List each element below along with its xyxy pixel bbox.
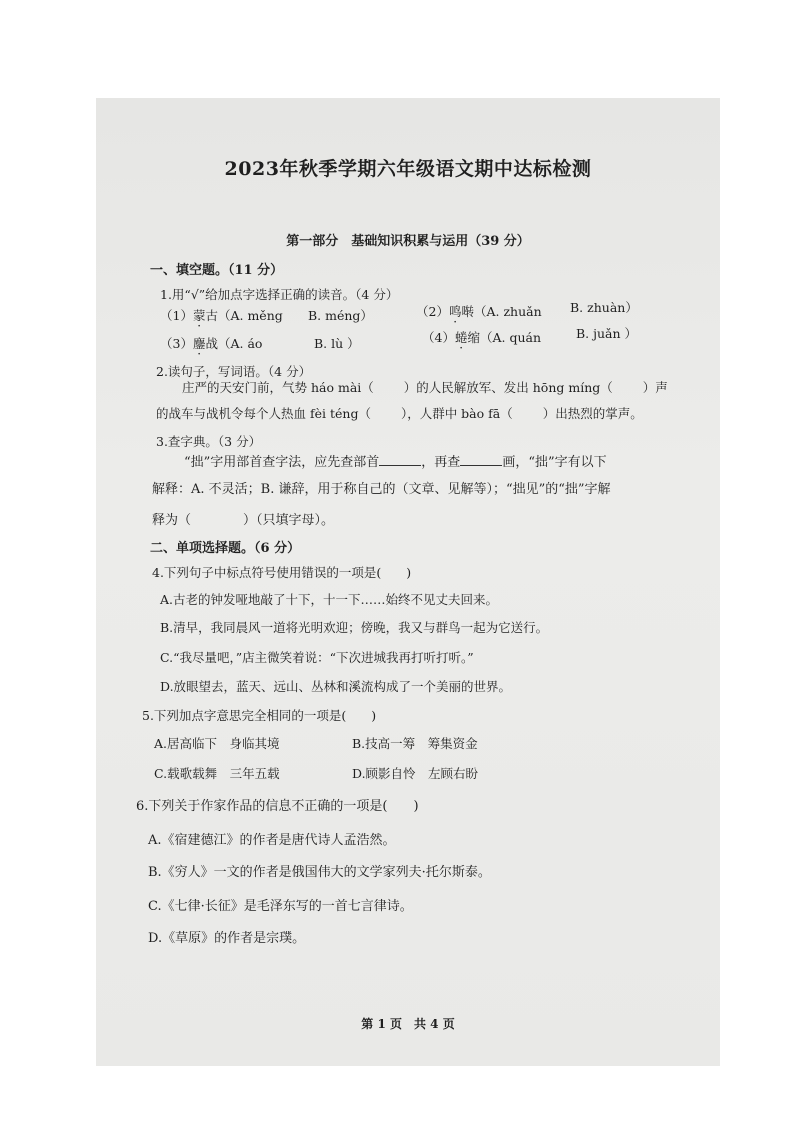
question-6-option-a: A.《宿建德江》的作者是唐代诗人孟浩然。 [148, 833, 396, 848]
exam-title: 2023年秋季学期六年级语文期中达标检测 [224, 158, 592, 180]
question-1-row-1b [416, 306, 542, 319]
section-single-choice-heading: 二、单项选择题。（6 分） [150, 541, 301, 556]
question-2-line-1 [182, 382, 668, 395]
item-text: 缩（A. quán [467, 330, 541, 345]
question-6-stem: 6.下列关于作家作品的信息不正确的一项是( ) [136, 799, 419, 814]
question-5-option-d: D.顾影自怜 左顾右盼 [352, 766, 479, 781]
stroke-count-blank[interactable] [460, 465, 502, 466]
section-fill-blank-heading: 一、填空题。（11 分） [150, 263, 284, 278]
radical-blank[interactable] [379, 465, 421, 466]
dotted-char: 蒙 [192, 308, 206, 323]
question-4-option-a: A.古老的钟发哑地敲了十下，十一下……始终不见丈夫回来。 [160, 592, 499, 607]
question-1-stem: 1.用“√”给加点字选择正确的读音。（4 分） [160, 287, 399, 302]
question-4-option-d: D.放眼望去，蓝天、远山、丛林和溪流构成了一个美丽的世界。 [160, 679, 512, 694]
exam-sheet [96, 98, 720, 1066]
question-2-stem: 2.读句子，写词语。（4 分） [156, 364, 312, 379]
question-1-row-2b [422, 332, 541, 345]
item-number: （1） [160, 308, 193, 323]
part-one-heading: 第一部分 基础知识积累与运用（39 分） [286, 234, 530, 249]
item-number: （4） [422, 330, 455, 345]
question-5-option-c: C.载歌载舞 三年五载 [154, 766, 280, 781]
question-3-line-3: 释为（ ）（只填字母）。 [152, 513, 335, 528]
text: ）出热烈的掌声。 [542, 406, 643, 421]
question-4-option-c: C.“我尽量吧，”店主微笑着说：“下次进城我再打听打听。” [160, 650, 474, 665]
question-4-stem: 4.下列句子中标点符号使用错误的一项是( ) [152, 565, 412, 580]
question-5-stem: 5.下列加点字意思完全相同的一项是( ) [142, 708, 377, 723]
question-1-row-2 [160, 338, 262, 351]
item-number: （3） [160, 336, 193, 351]
dotted-char: 蜷 [454, 330, 468, 345]
page-footer: 第 1 页 共 4 页 [361, 1017, 455, 1031]
question-1-option: B. lù ） [314, 336, 360, 351]
question-3-line-2: 解释：A. 不灵活；B. 谦辞，用于称自己的（文章、见解等）；“拙见”的“拙”字解 [152, 482, 611, 497]
item-text: 啭（A. zhuǎn [461, 304, 542, 319]
text: 画，“拙”字有以下 [502, 455, 607, 470]
item-text: 古（A. měng [205, 308, 283, 323]
question-6-option-c: C.《七律·长征》是毛泽东写的一首七言律诗。 [148, 899, 413, 914]
text: ），人群中 bào fā（ [400, 406, 513, 421]
question-1-row-1 [160, 310, 283, 323]
text: ，再查 [421, 455, 461, 470]
question-6-option-d: D.《草原》的作者是宗璞。 [148, 931, 306, 946]
text: “拙”字用部首查字法，应先查部首 [184, 455, 380, 470]
item-text: 战（A. áo [205, 336, 263, 351]
question-3-stem: 3.查字典。（3 分） [156, 434, 262, 449]
question-2-line-2 [156, 408, 643, 421]
text: ）声 [642, 380, 668, 395]
question-1-option: B. juǎn ） [576, 326, 638, 341]
question-1-option: B. zhuàn） [570, 300, 638, 315]
item-number: （2） [416, 304, 449, 319]
dotted-char: 鸣 [448, 304, 462, 319]
question-4-option-b: B.清早，我同晨风一道将光明欢迎；傍晚，我又与群鸟一起为它送行。 [160, 620, 549, 635]
question-5-option-b: B.技高一筹 筹集资金 [352, 736, 478, 751]
question-3-line-1 [184, 456, 607, 469]
question-1-option: B. méng） [308, 308, 373, 323]
text: 庄严的天安门前，气势 háo mài（ [182, 380, 374, 395]
text: ）的人民解放军、发出 hōng míng（ [403, 380, 613, 395]
question-5-option-a: A.居高临下 身临其境 [154, 736, 280, 751]
text: 的战车与战机令每个人热血 fèi téng（ [156, 406, 371, 421]
question-6-option-b: B.《穷人》一文的作者是俄国伟大的文学家列夫·托尔斯泰。 [148, 865, 491, 880]
dotted-char: 鏖 [192, 336, 206, 351]
